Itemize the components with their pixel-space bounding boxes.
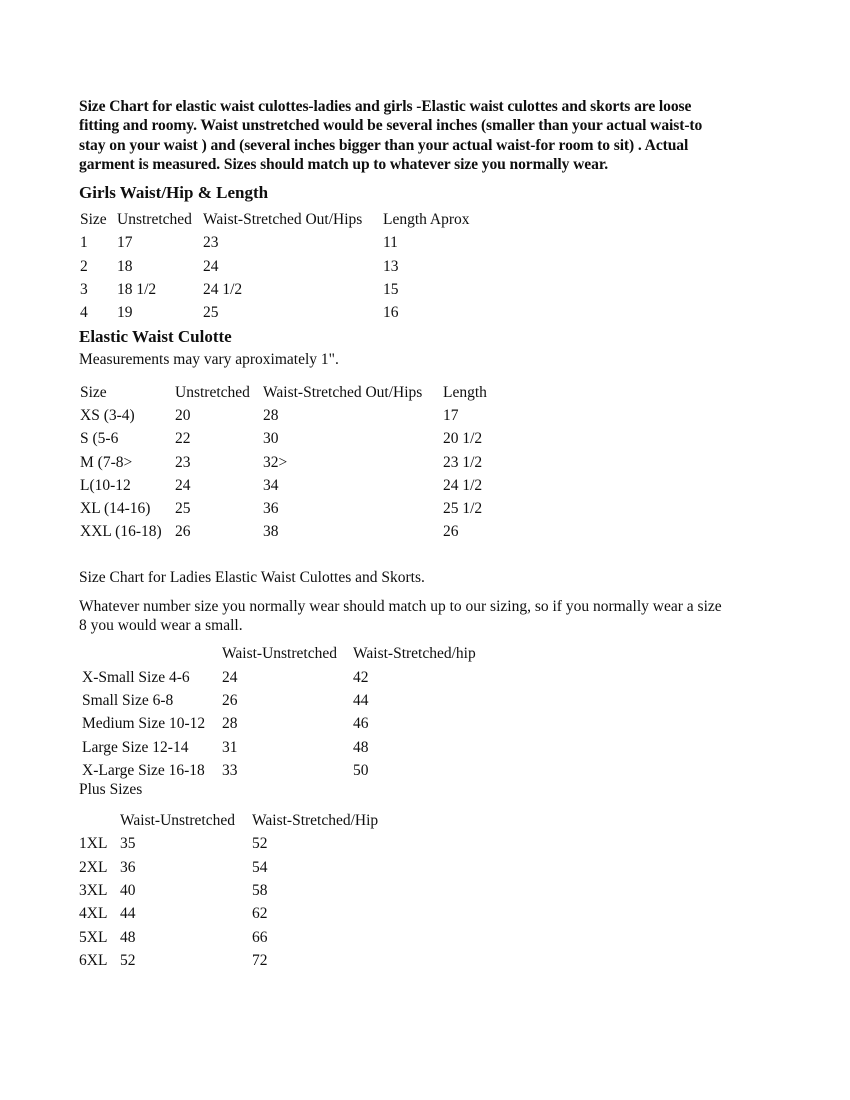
- table-cell: Large Size 12-14: [82, 738, 189, 756]
- table-row: [79, 950, 824, 973]
- table-cell: M (7-8>: [80, 453, 133, 471]
- table-cell: 24: [222, 668, 238, 686]
- table-cell: 24: [175, 476, 191, 494]
- table-row: [79, 927, 824, 950]
- table-cell: 48: [353, 738, 369, 756]
- table-row: [79, 452, 824, 475]
- table-cell: S (5-6: [80, 430, 119, 448]
- table-cell: 54: [252, 858, 268, 876]
- table-cell: 31: [222, 738, 238, 756]
- culotte-size-table: [79, 382, 824, 545]
- column-header: Unstretched: [117, 211, 192, 229]
- ladies-size-table: [79, 643, 824, 783]
- table-cell: 3: [80, 281, 88, 299]
- table-row: [79, 903, 824, 926]
- table-cell: 35: [120, 835, 136, 853]
- table-cell: 25: [175, 500, 191, 518]
- girls-size-table: [79, 209, 824, 325]
- table-cell: 4: [80, 304, 88, 322]
- intro-line: fitting and roomy. Waist unstretched would be several inches (smaller than your actual waist-to: [79, 117, 703, 135]
- table-cell: 18: [117, 257, 133, 275]
- table-cell: 16: [383, 304, 399, 322]
- table-header-row: [79, 643, 824, 666]
- intro-line: Size Chart for elastic waist culottes-ladies and girls -Elastic waist culottes and skorts are loose: [79, 98, 692, 115]
- column-header: Waist-Stretched Out/Hips: [203, 211, 363, 229]
- table-row: [79, 302, 824, 325]
- table-cell: 26: [443, 523, 459, 541]
- table-cell: 2XL: [79, 858, 108, 876]
- table-row: [79, 428, 824, 451]
- intro-line: garment is measured. Sizes should match up to whatever size you normally wear.: [79, 155, 609, 173]
- table-cell: 23: [175, 453, 191, 471]
- table-cell: 33: [222, 761, 238, 779]
- table-row: [79, 667, 824, 690]
- table-cell: 36: [263, 500, 279, 518]
- table-cell: 19: [117, 304, 133, 322]
- table-header-row: [79, 810, 824, 833]
- table-cell: 28: [222, 715, 238, 733]
- table-cell: 24: [203, 257, 219, 275]
- plus-size-table: [79, 810, 824, 973]
- table-cell: 11: [383, 234, 398, 252]
- column-header: Waist-Stretched Out/Hips: [263, 383, 423, 401]
- column-header: Size: [80, 383, 107, 401]
- page-content: [79, 97, 824, 973]
- table-cell: 25 1/2: [443, 500, 483, 518]
- table-cell: 4XL: [79, 905, 108, 923]
- table-row: [79, 232, 824, 255]
- table-cell: 18 1/2: [117, 281, 157, 299]
- ladies-note-line: 8 you would wear a small.: [79, 617, 243, 635]
- table-cell: 58: [252, 882, 268, 900]
- column-header: Waist-Stretched/hip: [353, 645, 476, 663]
- culotte-section-heading: Elastic Waist Culotte: [79, 326, 232, 346]
- table-cell: 6XL: [79, 951, 108, 969]
- table-cell: 22: [175, 430, 191, 448]
- table-row: [79, 880, 824, 903]
- table-header-row: [79, 382, 824, 405]
- table-row: [79, 713, 824, 736]
- table-cell: 26: [175, 523, 191, 541]
- table-row: [79, 498, 824, 521]
- table-cell: 36: [120, 858, 136, 876]
- table-cell: 40: [120, 882, 136, 900]
- table-cell: 20: [175, 406, 191, 424]
- table-cell: 3XL: [79, 882, 108, 900]
- table-cell: 66: [252, 928, 268, 946]
- table-cell: XXL (16-18): [80, 523, 162, 541]
- table-cell: 42: [353, 668, 369, 686]
- table-row: [79, 405, 824, 428]
- culotte-measurement-note: Measurements may vary aproximately 1".: [79, 350, 339, 368]
- table-cell: 24 1/2: [443, 476, 483, 494]
- table-cell: 20 1/2: [443, 430, 483, 448]
- table-cell: 1: [80, 234, 88, 252]
- table-row: [79, 279, 824, 302]
- table-cell: 17: [117, 234, 133, 252]
- column-header: Size: [80, 211, 107, 229]
- intro-line: stay on your waist ) and (several inches bigger than your actual waist-for room to sit) . Actual: [79, 136, 689, 154]
- ladies-sizing-note: [79, 597, 824, 636]
- ladies-section-heading: Size Chart for Ladies Elastic Waist Culottes and Skorts.: [79, 568, 425, 586]
- column-header: Unstretched: [175, 383, 250, 401]
- table-cell: 24 1/2: [203, 281, 243, 299]
- table-row: [79, 521, 824, 544]
- intro-paragraph: [79, 97, 824, 174]
- table-cell: XS (3-4): [80, 406, 135, 424]
- table-row: [79, 857, 824, 880]
- table-cell: 26: [222, 691, 238, 709]
- table-cell: XL (14-16): [80, 500, 151, 518]
- table-row: [79, 475, 824, 498]
- table-cell: 30: [263, 430, 279, 448]
- girls-section-heading: Girls Waist/Hip & Length: [79, 183, 269, 203]
- table-cell: 44: [353, 691, 369, 709]
- table-row: [79, 737, 824, 760]
- table-cell: 1XL: [79, 835, 108, 853]
- table-cell: 32>: [263, 453, 288, 471]
- table-cell: 25: [203, 304, 219, 322]
- table-row: [79, 256, 824, 279]
- table-cell: X-Small Size 4-6: [82, 668, 190, 686]
- plus-sizes-heading: Plus Sizes: [79, 781, 143, 799]
- table-cell: 5XL: [79, 928, 108, 946]
- column-header: Length: [443, 383, 487, 401]
- table-cell: 38: [263, 523, 279, 541]
- column-header: Waist-Stretched/Hip: [252, 812, 379, 830]
- table-cell: 2: [80, 257, 88, 275]
- table-cell: 23: [203, 234, 219, 252]
- table-cell: 23 1/2: [443, 453, 483, 471]
- table-cell: X-Large Size 16-18: [82, 761, 205, 779]
- table-cell: 15: [383, 281, 399, 299]
- table-cell: Small Size 6-8: [82, 691, 174, 709]
- table-cell: 28: [263, 406, 279, 424]
- table-cell: 50: [353, 761, 369, 779]
- table-cell: 62: [252, 905, 268, 923]
- column-header: Length Aprox: [383, 211, 470, 229]
- column-header: Waist-Unstretched: [120, 812, 235, 830]
- table-row: [79, 690, 824, 713]
- table-cell: 17: [443, 406, 459, 424]
- table-cell: L(10-12: [80, 476, 131, 494]
- table-cell: 46: [353, 715, 369, 733]
- table-row: [79, 760, 824, 783]
- ladies-note-line: Whatever number size you normally wear should match up to our sizing, so if you normally wear a size: [79, 597, 722, 615]
- table-row: [79, 833, 824, 856]
- table-cell: Medium Size 10-12: [82, 715, 206, 733]
- table-cell: 13: [383, 257, 399, 275]
- table-cell: 34: [263, 476, 279, 494]
- table-cell: 72: [252, 951, 268, 969]
- table-cell: 52: [120, 951, 136, 969]
- table-header-row: [79, 209, 824, 232]
- table-cell: 48: [120, 928, 136, 946]
- column-header: Waist-Unstretched: [222, 645, 337, 663]
- table-cell: 44: [120, 905, 136, 923]
- table-cell: 52: [252, 835, 268, 853]
